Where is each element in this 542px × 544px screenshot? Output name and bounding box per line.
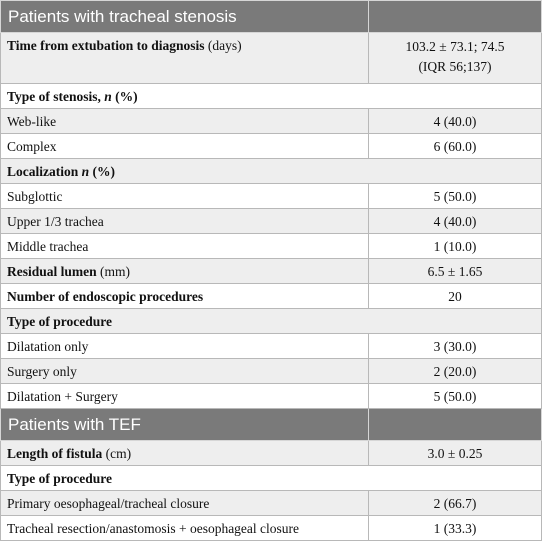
table-row-endoscopic-procedures <box>1 284 542 309</box>
section-title-empty-cell <box>369 1 542 33</box>
row-label-bold: Time from extubation to diagnosis <box>7 38 205 53</box>
row-label: Upper 1/3 trachea <box>1 209 369 234</box>
row-value: 1 (10.0) <box>369 234 542 259</box>
row-label-bold: Residual lumen <box>7 263 97 279</box>
table-row-middle-trachea <box>1 234 542 259</box>
row-value: 4 (40.0) <box>369 209 542 234</box>
row-value-line1: 103.2 ± 73.1; 74.5 <box>405 39 505 54</box>
table-row-dilatation-only <box>1 334 542 359</box>
row-value: 4 (40.0) <box>369 109 542 134</box>
row-value: 2 (20.0) <box>369 359 542 384</box>
row-value: 3 (30.0) <box>369 334 542 359</box>
table-row-web-like <box>1 109 542 134</box>
row-value: 5 (50.0) <box>369 384 542 409</box>
row-label <box>1 259 369 284</box>
row-label: Complex <box>1 134 369 159</box>
row-label-bold: Length of fistula <box>7 445 103 461</box>
row-label-bold: Localization <box>7 163 82 179</box>
table-row-subglottic <box>1 184 542 209</box>
table-row-length-of-fistula <box>1 441 542 466</box>
row-label: Dilatation only <box>1 334 369 359</box>
row-label-unit: (days) <box>204 38 242 53</box>
section-title: Patients with tracheal stenosis <box>1 1 369 33</box>
row-value: 1 (33.3) <box>369 516 542 541</box>
table-row-surgery-only <box>1 359 542 384</box>
table-row-primary-closure <box>1 491 542 516</box>
table-row-localization <box>1 159 542 184</box>
table-row-dilatation-surgery <box>1 384 542 409</box>
table-row-residual-lumen <box>1 259 542 284</box>
row-label-unit: (cm) <box>102 445 132 461</box>
table-row-complex <box>1 134 542 159</box>
section-header-tef <box>1 409 542 441</box>
table-row-upper-trachea <box>1 209 542 234</box>
row-label: Dilatation + Surgery <box>1 384 369 409</box>
row-label: Subglottic <box>1 184 369 209</box>
row-label: Type of procedure <box>1 309 542 334</box>
row-label: Surgery only <box>1 359 369 384</box>
row-label: Web-like <box>1 109 369 134</box>
row-value: 20 <box>369 284 542 309</box>
table-row-type-of-procedure-tef <box>1 466 542 491</box>
row-label <box>1 84 542 109</box>
section-header-tracheal-stenosis <box>1 1 542 33</box>
table-row-type-of-procedure <box>1 309 542 334</box>
row-label-pct: (%) <box>89 163 116 179</box>
row-label <box>1 33 369 84</box>
row-value: 6.5 ± 1.65 <box>369 259 542 284</box>
row-value: 5 (50.0) <box>369 184 542 209</box>
row-value <box>369 33 542 84</box>
row-label: Number of endoscopic procedures <box>1 284 369 309</box>
row-label <box>1 441 369 466</box>
section-title: Patients with TEF <box>1 409 369 441</box>
section-title-empty-cell <box>369 409 542 441</box>
row-label: Type of procedure <box>1 466 542 491</box>
row-value: 2 (66.7) <box>369 491 542 516</box>
row-label-unit: (mm) <box>96 263 131 279</box>
row-value: 3.0 ± 0.25 <box>369 441 542 466</box>
row-label-bold: Type of stenosis, <box>7 88 105 104</box>
row-value: 6 (60.0) <box>369 134 542 159</box>
row-label-n: n <box>81 163 90 179</box>
table-row-time-to-diagnosis <box>1 33 542 84</box>
table-row-type-of-stenosis <box>1 84 542 109</box>
row-label <box>1 159 542 184</box>
row-label: Middle trachea <box>1 234 369 259</box>
row-label-n: n <box>104 88 112 104</box>
row-label: Tracheal resection/anastomosis + oesophageal closure <box>1 516 369 541</box>
row-label-pct: (%) <box>111 88 138 104</box>
row-label: Primary oesophageal/tracheal closure <box>1 491 369 516</box>
row-value-line2: (IQR 56;137) <box>418 59 492 74</box>
table-row-resection-closure <box>1 516 542 541</box>
